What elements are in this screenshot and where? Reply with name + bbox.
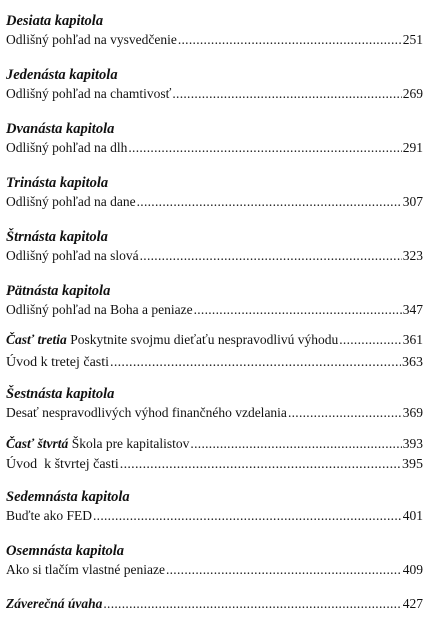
chapter-title: Desiata kapitola <box>6 13 104 29</box>
page-number: 291 <box>402 140 423 155</box>
dot-leader <box>128 138 401 157</box>
toc-entry[interactable] <box>6 434 423 453</box>
dot-leader <box>103 594 401 613</box>
toc-entry[interactable] <box>6 30 423 49</box>
dot-leader <box>166 560 402 579</box>
toc-entry[interactable] <box>6 300 423 319</box>
toc-chapter <box>6 385 423 422</box>
part-label: Časť tretia <box>6 332 67 347</box>
dot-leader <box>172 84 401 103</box>
toc-entry[interactable] <box>6 246 423 265</box>
entry-label: Odlišný pohľad na dane <box>6 194 136 209</box>
entry-label: Odlišný pohľad na chamtivosť <box>6 86 172 101</box>
chapter-title: Jedenásta kapitola <box>6 67 118 83</box>
toc-chapter <box>6 488 423 525</box>
entry-label: Úvod k tretej časti <box>6 355 110 370</box>
dot-leader <box>93 506 402 525</box>
entry-label: Úvod k štvrtej časti <box>6 457 119 472</box>
toc-closing <box>6 594 423 613</box>
toc-part <box>6 330 423 372</box>
toc-entry[interactable] <box>6 192 423 211</box>
dot-leader <box>110 353 401 372</box>
toc-entry[interactable] <box>6 138 423 157</box>
part-text: Poskytnite svojmu dieťaťu nespravodlivú výhodu <box>70 332 339 347</box>
toc-chapter <box>6 66 423 103</box>
toc-chapter <box>6 282 423 319</box>
closing-label: Záverečná úvaha <box>6 596 103 611</box>
page-number: 409 <box>402 562 423 577</box>
page-number: 307 <box>402 194 423 209</box>
dot-leader <box>288 403 402 422</box>
page-number: 251 <box>402 32 423 47</box>
page-number: 363 <box>402 355 423 370</box>
page-number: 269 <box>402 86 423 101</box>
toc-entry[interactable] <box>6 455 423 474</box>
toc-entry[interactable] <box>6 594 423 613</box>
dot-leader <box>194 300 402 319</box>
dot-leader <box>140 246 402 265</box>
entry-label: Odlišný pohľad na dlh <box>6 140 128 155</box>
toc-chapter <box>6 228 423 265</box>
toc-chapter <box>6 174 423 211</box>
entry-label <box>6 434 189 453</box>
entry-label: Ako si tlačím vlastné peniaze <box>6 562 165 577</box>
part-text: Škola pre kapitalistov <box>71 436 190 451</box>
page-number: 395 <box>402 457 423 472</box>
dot-leader <box>190 434 401 453</box>
dot-leader <box>178 30 402 49</box>
page-number: 323 <box>402 248 423 263</box>
toc-entry[interactable] <box>6 353 423 372</box>
page-number: 401 <box>402 508 423 523</box>
dot-leader <box>137 192 402 211</box>
toc-chapter <box>6 12 423 49</box>
entry-label <box>6 330 338 349</box>
chapter-title: Osemnásta kapitola <box>6 543 125 559</box>
entry-label: Odlišný pohľad na vysvedčenie <box>6 32 177 47</box>
page-number: 361 <box>402 332 423 347</box>
page-number: 347 <box>402 302 423 317</box>
entry-label: Odlišný pohľad na Boha a peniaze <box>6 302 193 317</box>
chapter-title: Trinásta kapitola <box>6 175 109 191</box>
toc-entry[interactable] <box>6 506 423 525</box>
chapter-title: Dvanásta kapitola <box>6 121 115 137</box>
page-number: 427 <box>402 596 423 611</box>
entry-label: Buďte ako FED <box>6 508 92 523</box>
toc-chapter <box>6 120 423 157</box>
toc-part <box>6 434 423 474</box>
chapter-title: Sedemnásta kapitola <box>6 489 130 505</box>
chapter-title: Šestnásta kapitola <box>6 386 115 402</box>
dot-leader <box>339 330 402 349</box>
dot-leader <box>120 455 401 474</box>
chapter-title: Štrnásta kapitola <box>6 229 108 245</box>
toc-entry[interactable] <box>6 560 423 579</box>
toc-chapter <box>6 542 423 579</box>
page-number: 369 <box>402 405 423 420</box>
page-number: 393 <box>402 436 423 451</box>
chapter-title: Pätnásta kapitola <box>6 283 111 299</box>
toc-entry[interactable] <box>6 403 423 422</box>
toc-entry[interactable] <box>6 330 423 349</box>
entry-label: Desať nespravodlivých výhod finančného vzdelania <box>6 405 287 420</box>
part-label: Časť štvrtá <box>6 436 69 451</box>
toc-entry[interactable] <box>6 84 423 103</box>
entry-label: Odlišný pohľad na slová <box>6 248 139 263</box>
